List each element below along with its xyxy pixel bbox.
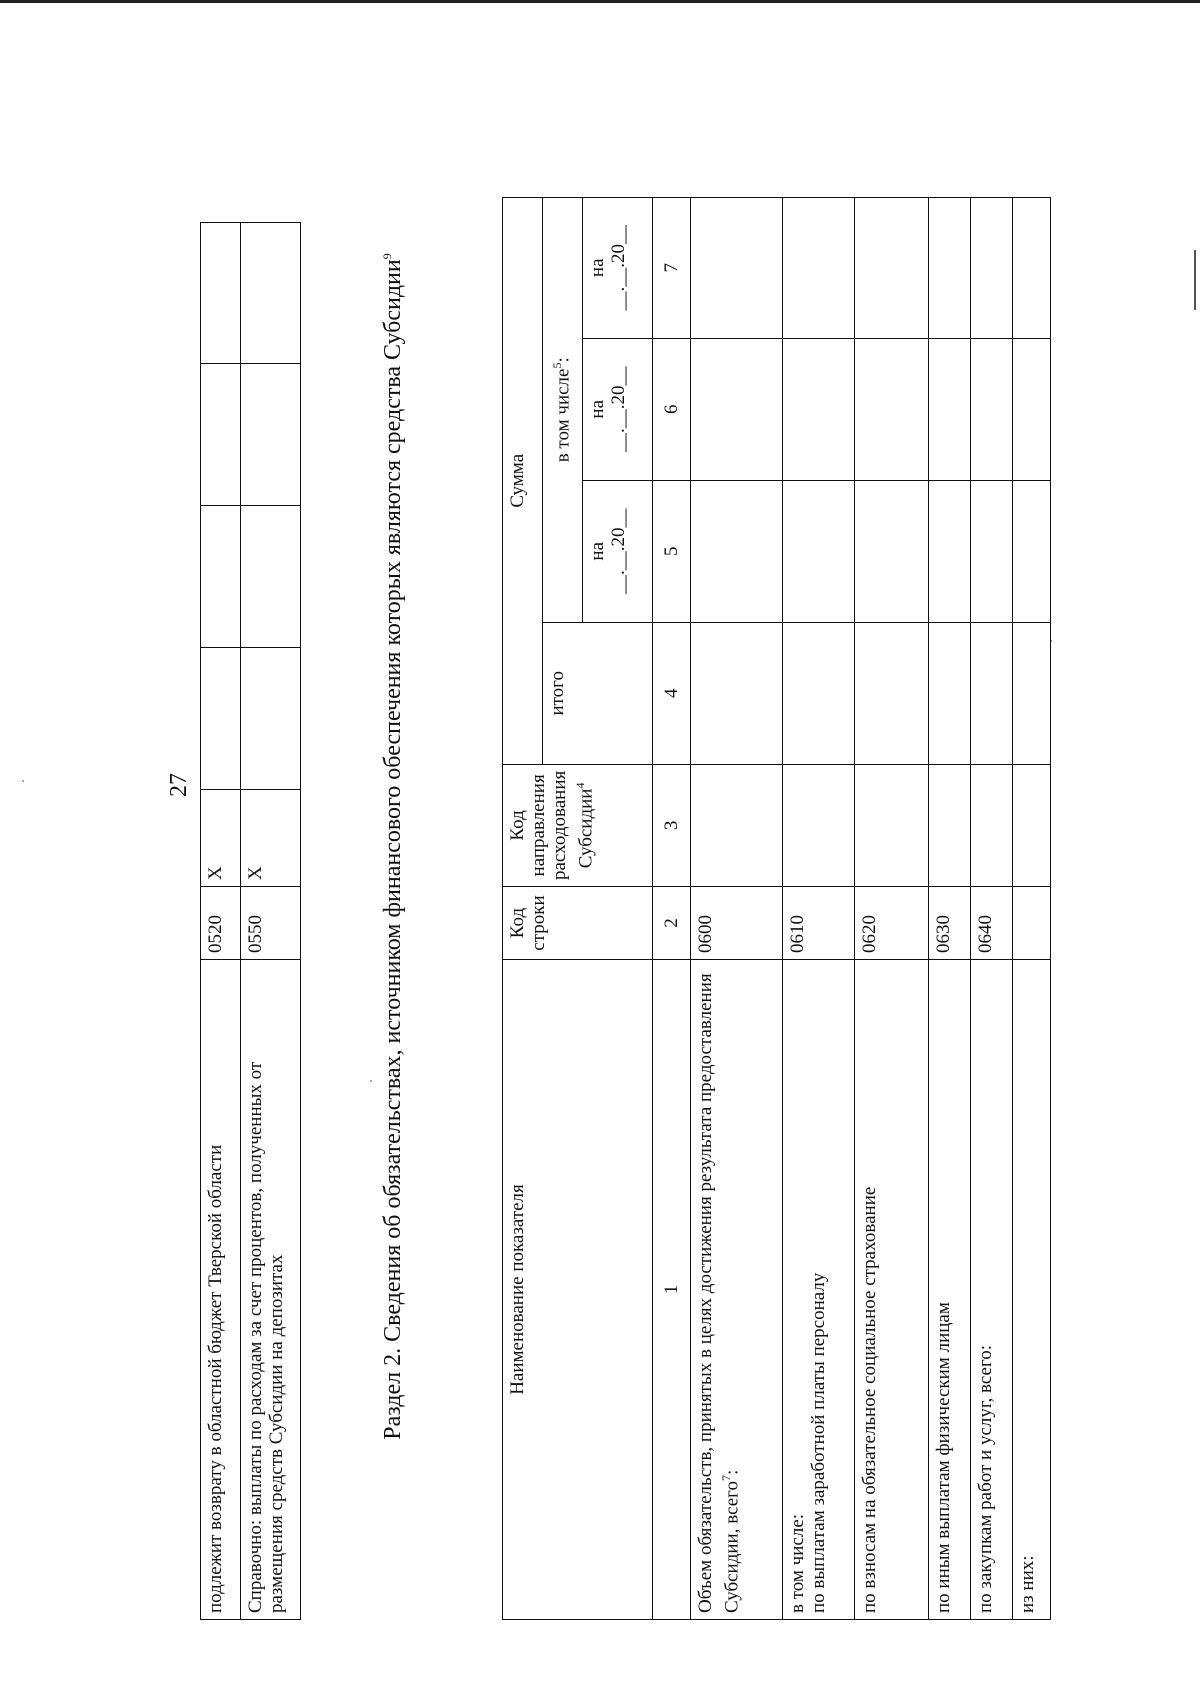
column-number: 1	[653, 960, 691, 1620]
row-code: 0620	[855, 887, 929, 960]
header-total: итого	[543, 622, 653, 764]
empty-cell	[1013, 338, 1051, 480]
column-number: 6	[653, 338, 691, 480]
header-date-col	[583, 197, 653, 338]
header-including-text: в том числе	[552, 368, 574, 463]
empty-cell	[929, 480, 971, 622]
empty-cell	[855, 622, 929, 764]
header-including-footnote: 5	[550, 362, 564, 369]
empty-cell	[691, 480, 783, 622]
table-row	[783, 197, 855, 1619]
header-date-blank: __.__.20__	[608, 366, 629, 453]
header-date-prefix: на	[587, 258, 608, 278]
empty-cell	[1013, 764, 1051, 886]
table-row	[201, 223, 241, 1620]
table-row	[971, 197, 1013, 1619]
table-row	[691, 197, 783, 1619]
empty-cell	[201, 506, 241, 648]
header-date-blank: __.__.20__	[608, 225, 629, 311]
empty-cell	[971, 764, 1013, 886]
empty-cell	[241, 506, 301, 648]
row-name: по иным выплатам физическим лицам	[929, 960, 971, 1620]
empty-cell	[929, 622, 971, 764]
row-name: Справочно: выплаты по расходам за счет процентов, полученных от размещения средств Субсидии на депозитах	[241, 960, 301, 1620]
header-including: в том числе$^5$:	[543, 197, 583, 622]
empty-cell	[201, 223, 241, 364]
column-number-row	[653, 197, 691, 1619]
return-table	[200, 222, 301, 1620]
empty-cell	[691, 622, 783, 764]
table-row	[855, 197, 929, 1619]
row-name-footnote: 7	[719, 1475, 733, 1481]
empty-cell	[783, 197, 855, 338]
row-code: 0640	[971, 887, 1013, 960]
row-code: 0630	[929, 887, 971, 960]
column-number: 4	[653, 622, 691, 764]
table-row	[1013, 197, 1051, 1619]
empty-cell	[691, 338, 783, 480]
empty-cell	[691, 197, 783, 338]
row-direction: X	[201, 790, 241, 887]
empty-cell	[1013, 480, 1051, 622]
row-name	[691, 960, 783, 1620]
row-code: 0610	[783, 887, 855, 960]
row-name-suffix: :	[721, 1469, 743, 1475]
row-name: из них:	[1013, 960, 1051, 1620]
row-code: 0550	[241, 887, 301, 960]
empty-cell	[241, 364, 301, 506]
empty-cell	[971, 480, 1013, 622]
empty-cell	[1013, 197, 1051, 338]
header-direction-text: Код направления расходования Субсидии	[507, 770, 597, 880]
row-name-prefix: в том числе:	[787, 1513, 808, 1613]
page-number: 27	[166, 773, 192, 797]
empty-cell	[1013, 622, 1051, 764]
empty-cell	[691, 764, 783, 886]
header-name: Наименование показателя	[503, 960, 653, 1620]
empty-cell	[783, 338, 855, 480]
empty-cell	[971, 622, 1013, 764]
empty-cell	[783, 622, 855, 764]
empty-cell	[855, 338, 929, 480]
empty-cell	[929, 338, 971, 480]
table-row	[929, 197, 971, 1619]
header-date-col	[583, 338, 653, 480]
empty-cell	[971, 338, 1013, 480]
section-title-text: Раздел 2. Сведения об обязательствах, источником финансового обеспечения которых являются средства Субсидии	[380, 259, 406, 1440]
empty-cell	[201, 364, 241, 506]
table-row	[241, 223, 301, 1620]
empty-cell	[855, 764, 929, 886]
header-date-prefix: на	[587, 541, 608, 561]
empty-cell	[783, 480, 855, 622]
row-code: 0600	[691, 887, 783, 960]
header-date-blank: __.__.20__	[608, 508, 629, 595]
header-row-code: Код строки	[503, 887, 653, 960]
row-name: подлежит возврату в областной бюджет Тверской области	[201, 960, 241, 1620]
row-name-text: по выплатам заработной платы персоналу	[808, 1272, 829, 1613]
obligations-table	[502, 197, 1051, 1620]
section-title-footnote: 9	[380, 253, 394, 260]
header-direction-footnote: 4	[573, 782, 587, 789]
column-number: 5	[653, 480, 691, 622]
empty-cell	[783, 764, 855, 886]
empty-cell	[855, 197, 929, 338]
header-sum: Сумма	[503, 197, 543, 764]
column-number: 7	[653, 197, 691, 338]
row-name: по закупкам работ и услуг, всего:	[971, 960, 1013, 1620]
header-row-1	[503, 197, 543, 1619]
row-name	[783, 960, 855, 1620]
row-code	[1013, 887, 1051, 960]
empty-cell	[241, 648, 301, 790]
header-direction-code	[503, 764, 653, 886]
empty-cell	[929, 764, 971, 886]
row-name: по взносам на обязательное социальное страхование	[855, 960, 929, 1620]
empty-cell	[929, 197, 971, 338]
header-date-prefix: на	[587, 399, 608, 419]
header-date-col	[583, 480, 653, 622]
empty-cell	[241, 223, 301, 364]
empty-cell	[971, 197, 1013, 338]
row-name-text: Объем обязательств, принятых в целях достижения результата предоставления Субсидии, всего	[695, 973, 743, 1613]
section-title	[380, 0, 407, 1693]
column-number: 3	[653, 764, 691, 886]
empty-cell	[855, 480, 929, 622]
row-direction: X	[241, 790, 301, 887]
row-code: 0520	[201, 887, 241, 960]
empty-cell	[201, 648, 241, 790]
column-number: 2	[653, 887, 691, 960]
